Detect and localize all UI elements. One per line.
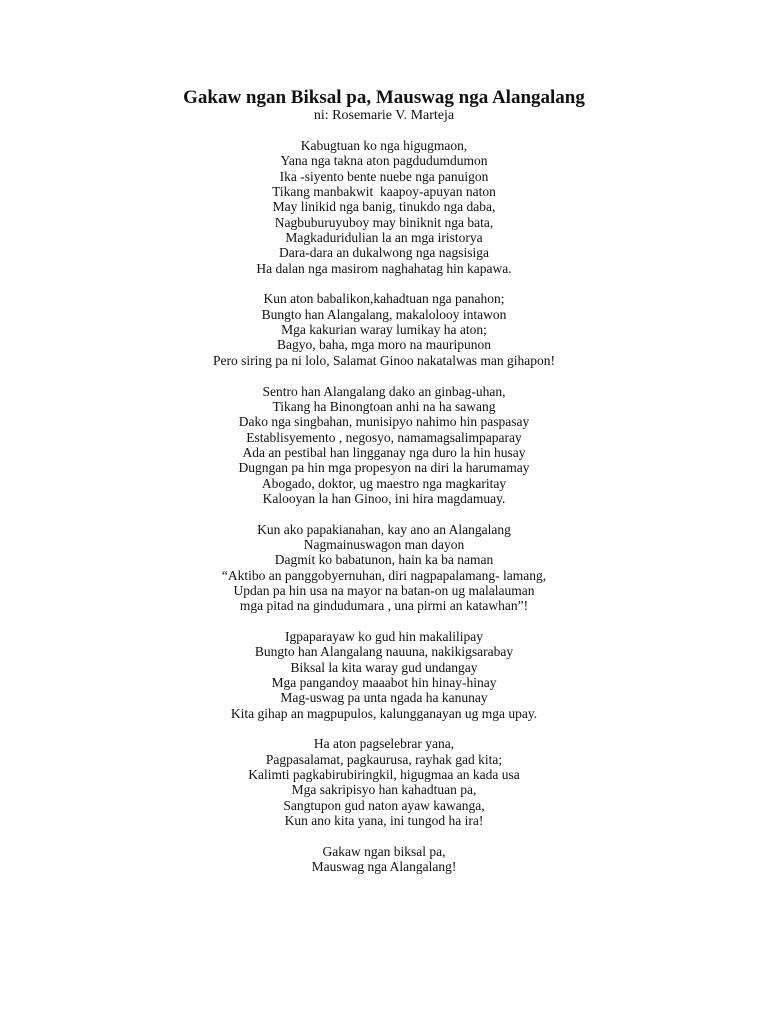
poem-line: Ha dalan nga masirom naghahatag hin kapawa. [256,260,512,276]
poem-line: “Aktibo an panggobyernuhan, diri nagpapalamang- lamang, [221,567,547,583]
poem-line: Mga pangandoy maaabot hin hinay-hinay [271,675,497,691]
poem-stanza [0,736,768,828]
poem-line: Gakaw ngan biksal pa, [322,843,446,859]
poem-line: Kun ako papakianahan, kay ano an Alangalang [257,521,511,537]
poem-stanza [0,522,768,614]
poem-line: Abogado, doktor, ug maestro nga magkaritay [261,475,507,491]
poem-line: Kalimti pagkabirubiringkil, higugmaa an kada usa [248,767,520,783]
poem-stanza [0,384,768,507]
poem-author: ni: Rosemarie V. Marteja [313,108,455,123]
poem-line: Yana nga takna aton pagdudumdumon [280,153,488,169]
poem-line: Mga sakripisyo han kahadtuan pa, [291,782,477,798]
poem-stanza [0,629,768,721]
poem-line: Mauswag nga Alangalang! [311,859,457,875]
poem-line: Dara-dara an dukalwong nga nagsisiga [279,245,489,261]
poem-line: Ada an pestibal han lingganay nga duro la hin husay [242,444,526,460]
poem-line: mga pitad na gindudumara , una pirmi an katawhan”! [239,598,529,614]
poem-line: Nagmainuswagon man dayon [303,536,465,552]
poem-title: Gakaw ngan Biksal pa, Mauswag nga Alangalang [183,87,585,108]
poem-line: Bagyo, baha, mga moro na mauripunon [276,337,492,353]
poem-stanza [0,291,768,368]
poem-stanza [0,138,768,276]
poem-line: Kun ano kita yana, ini tungod ha ira! [284,813,484,829]
poem-line: Tikang manbakwit kaapoy-apuyan naton [272,184,496,200]
poem-line: Magkaduridulian la an mga iristorya [285,230,483,246]
poem-line: Sentro han Alangalang dako an ginbag-uhan, [262,383,506,399]
poem-line: Kun aton babalikon,kahadtuan nga panahon; [263,291,505,307]
poem-line: Kalooyan la han Ginoo, ini hira magdamuay. [262,490,506,506]
poem-line: Nagbuburuyuboy may biniknit nga bata, [274,214,494,230]
poem-line: Updan pa hin usa na mayor na batan-on ug malalauman [233,582,535,598]
poem-line: Kabugtuan ko nga higugmaon, [300,138,468,153]
poem-line: Mga kakurian waray lumikay ha aton; [281,322,487,338]
poem-line: Bungto han Alangalang, makalolooy intawon [261,306,507,322]
poem-line: Biksal la kita waray gud undangay [290,659,478,675]
poem-stanza [0,844,768,875]
poem-line: Dugngan pa hin mga propesyon na diri la harumamay [238,460,530,476]
poem-line: Pagpasalamat, pagkaurusa, rayhak gad kita; [265,751,503,767]
poem-line: Kita gihap an magpupulos, kalungganayan ug mga upay. [230,705,538,721]
poem-line: Igpaparayaw ko gud hin makalilipay [285,629,483,644]
poem-line: Tikang ha Binongtoan anhi na ha sawang [272,398,496,414]
poem-line: Mag-uswag pa unta ngada ha kanunay [280,690,488,706]
poem-body [0,138,768,890]
poem-line: Ha aton pagselebrar yana, [313,736,455,752]
poem-line: Sangtupon gud naton ayaw kawanga, [283,797,485,813]
poem-line: May linikid nga banig, tinukdo nga daba, [272,199,496,215]
poem-line: Dako nga singbahan, munisipyo nahimo hin paspasay [238,414,530,430]
poem-line: Ika -siyento bente nuebe nga panuigon [279,168,489,184]
poem-line: Dagmit ko babatunon, hain ka ba naman [274,552,494,568]
poem-line: Establisyemento , negosyo, namamagsalimpaparay [246,429,522,445]
poem-line: Pero siring pa ni lolo, Salamat Ginoo nakatalwas man gihapon! [213,352,555,368]
poem-line: Bungto han Alangalang nauuna, nakikigsarabay [254,644,514,660]
